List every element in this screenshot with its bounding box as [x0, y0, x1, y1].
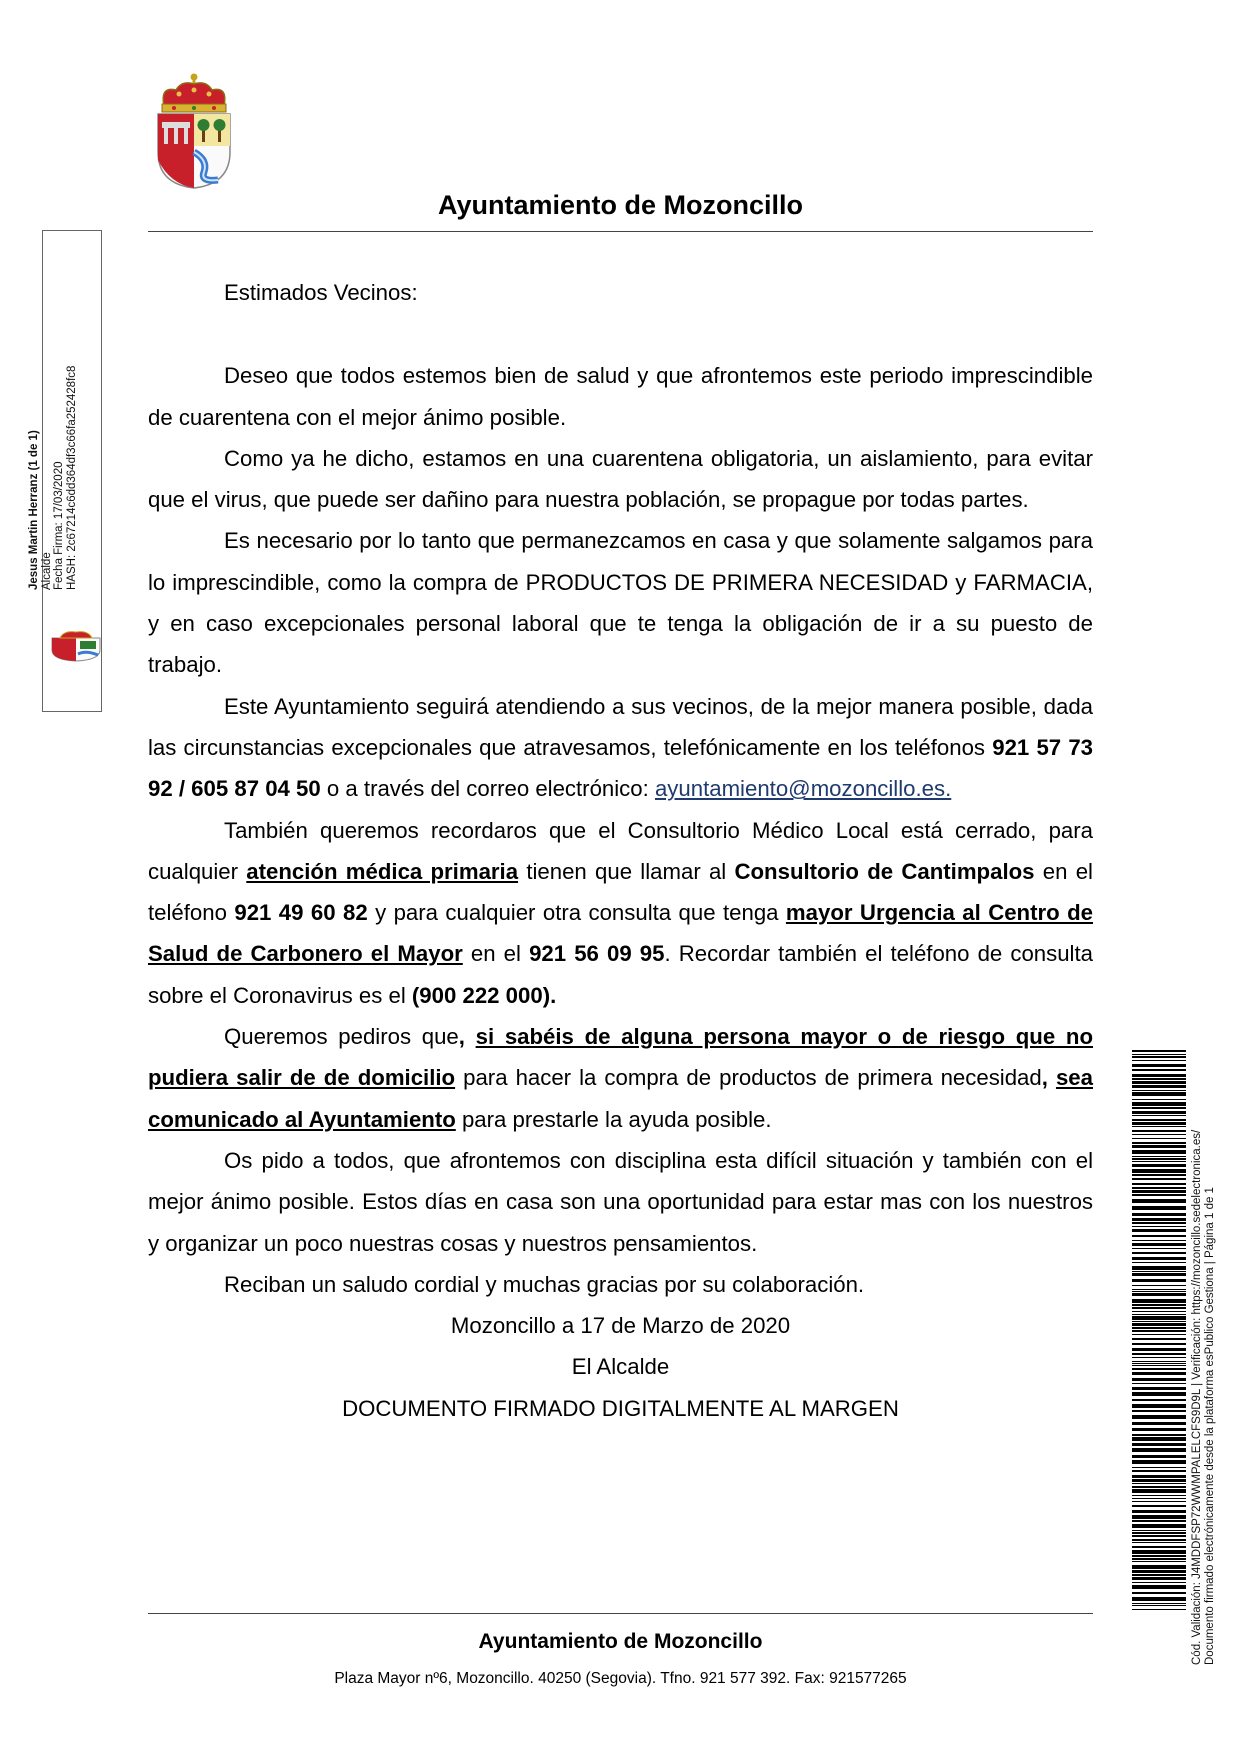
paragraph-3: Es necesario por lo tanto que permanezcamos en casa y que solamente salgamos para lo imprescindible, como la compra de PRODUCTOS DE PRIMERA NECESIDAD y FARMACIA, y en caso excepcionales personal laboral que te tenga la obligación de ir a su puesto de trabajo.	[148, 528, 1093, 678]
signer-role: Alcalde	[40, 552, 53, 590]
paragraph-5-text: También queremos recordaros que el Consultorio Médico Local está cerrado, para cualquier	[148, 817, 1093, 884]
signer-title: El Alcalde	[571, 1354, 670, 1380]
carbonero-phone: 921 56 09 95	[529, 941, 665, 967]
carbonero-health-center: mayor Urgencia al Centro de Salud de Carbonero el Mayor	[148, 900, 1093, 967]
paragraph-5-text-2: tienen que llamar al	[518, 858, 735, 884]
town-hall-phones: 921 57 73 92 / 605 87 04 50	[148, 734, 1093, 802]
footer-divider	[148, 1613, 1093, 1614]
paragraph-6-text-3: para prestarle la ayuda posible.	[455, 1106, 772, 1132]
municipal-crest-icon	[146, 72, 242, 190]
paragraph-6-text: Queremos pediros que	[224, 1024, 459, 1050]
paragraph-6-comma-2: ,	[1041, 1065, 1056, 1091]
paragraph-6	[148, 1016, 1093, 1140]
paragraph-4	[148, 686, 1093, 810]
verification-text	[1191, 1130, 1217, 1665]
elderly-risk-emphasis: si sabéis de alguna persona mayor o de riesgo que no pudiera salir de de domicilio	[148, 1024, 1093, 1091]
paragraph-4-text: Este Ayuntamiento seguirá atendiendo a sus vecinos, de la mejor manera posible, dada las circunstancias excepcionales que atravesamos, telefónicamente en los teléfonos	[148, 693, 1093, 760]
signature-text	[28, 366, 78, 590]
paragraph-5-text-4: y para cualquier otra consulta que tenga	[367, 900, 786, 926]
paragraph-6-text-2: para hacer la compra de productos de primera necesidad	[455, 1065, 1042, 1091]
paragraph-7: Os pido a todos, que afrontemos con disciplina esta difícil situación y también con el mejor ánimo posible. Estos días en casa son una oportunidad para estar mas con los nuestros y organizar un poco nuestras cosas y nuestros pensamientos.	[148, 1147, 1093, 1256]
place-date: Mozoncillo a 17 de Marzo de 2020	[450, 1313, 791, 1339]
signature-crest-icon	[50, 628, 102, 662]
cantimpalos-phone: 921 49 60 82	[234, 900, 368, 926]
notify-town-hall-emphasis: sea comunicado al Ayuntamiento	[148, 1065, 1093, 1132]
email-link[interactable]: ayuntamiento@mozoncillo.es.	[654, 776, 952, 802]
paragraph-1: Deseo que todos estemos bien de salud y que afrontemos este periodo imprescindible de cuarentena con el mejor ánimo posible.	[148, 363, 1093, 430]
paragraph-5-text-6: . Recordar también el teléfono de consulta sobre el Coronavirus es el	[148, 941, 1093, 1008]
paragraph-2: Como ya he dicho, estamos en una cuarentena obligatoria, un aislamiento, para evitar que el virus, que puede ser dañino para nuestra población, se propague por todas partes.	[148, 445, 1093, 513]
footer-address: Plaza Mayor nº6, Mozoncillo. 40250 (Segovia). Tfno. 921 577 392. Fax: 921577265	[334, 1670, 907, 1687]
page-title: Ayuntamiento de Mozoncillo	[437, 190, 803, 220]
primary-care-emphasis: atención médica primaria	[246, 858, 519, 884]
signer-name: Jesus Martin Herranz (1 de 1)	[28, 430, 40, 590]
verification-platform: Documento firmado electrónicamente desde la plataforma esPublico Gestiona | Página 1 de 1	[1204, 1187, 1216, 1665]
signature-date: Fecha Firma: 17/03/2020	[53, 461, 65, 590]
signed-note: DOCUMENTO FIRMADO DIGITALMENTE AL MARGEN	[342, 1395, 899, 1421]
barcode-icon	[1132, 1050, 1186, 1610]
paragraph-4-text-2: o a través del correo electrónico:	[320, 776, 655, 802]
cantimpalos-clinic: Consultorio de Cantimpalos	[734, 858, 1035, 884]
header-divider	[148, 231, 1093, 232]
salutation: Estimados Vecinos:	[224, 280, 418, 305]
paragraph-5-text-3: en el teléfono	[148, 858, 1093, 926]
letter-body	[148, 272, 1093, 1429]
paragraph-5-text-5: en el	[462, 941, 530, 967]
footer-title: Ayuntamiento de Mozoncillo	[478, 1630, 763, 1653]
paragraph-8: Reciban un saludo cordial y muchas gracias por su colaboración.	[224, 1271, 865, 1297]
paragraph-5	[148, 810, 1093, 1016]
verification-code: Cód. Validación: J4MDDFSP72WWMPALELCFS9D9L | Verificación: https://mozoncillo.sedelectronica.es/	[1191, 1129, 1203, 1665]
signature-hash: HASH: 2c67214c6dd364df3c66fa252428fc8	[65, 365, 78, 590]
coronavirus-phone: (900 222 000).	[411, 982, 557, 1008]
paragraph-6-comma: ,	[458, 1024, 476, 1050]
